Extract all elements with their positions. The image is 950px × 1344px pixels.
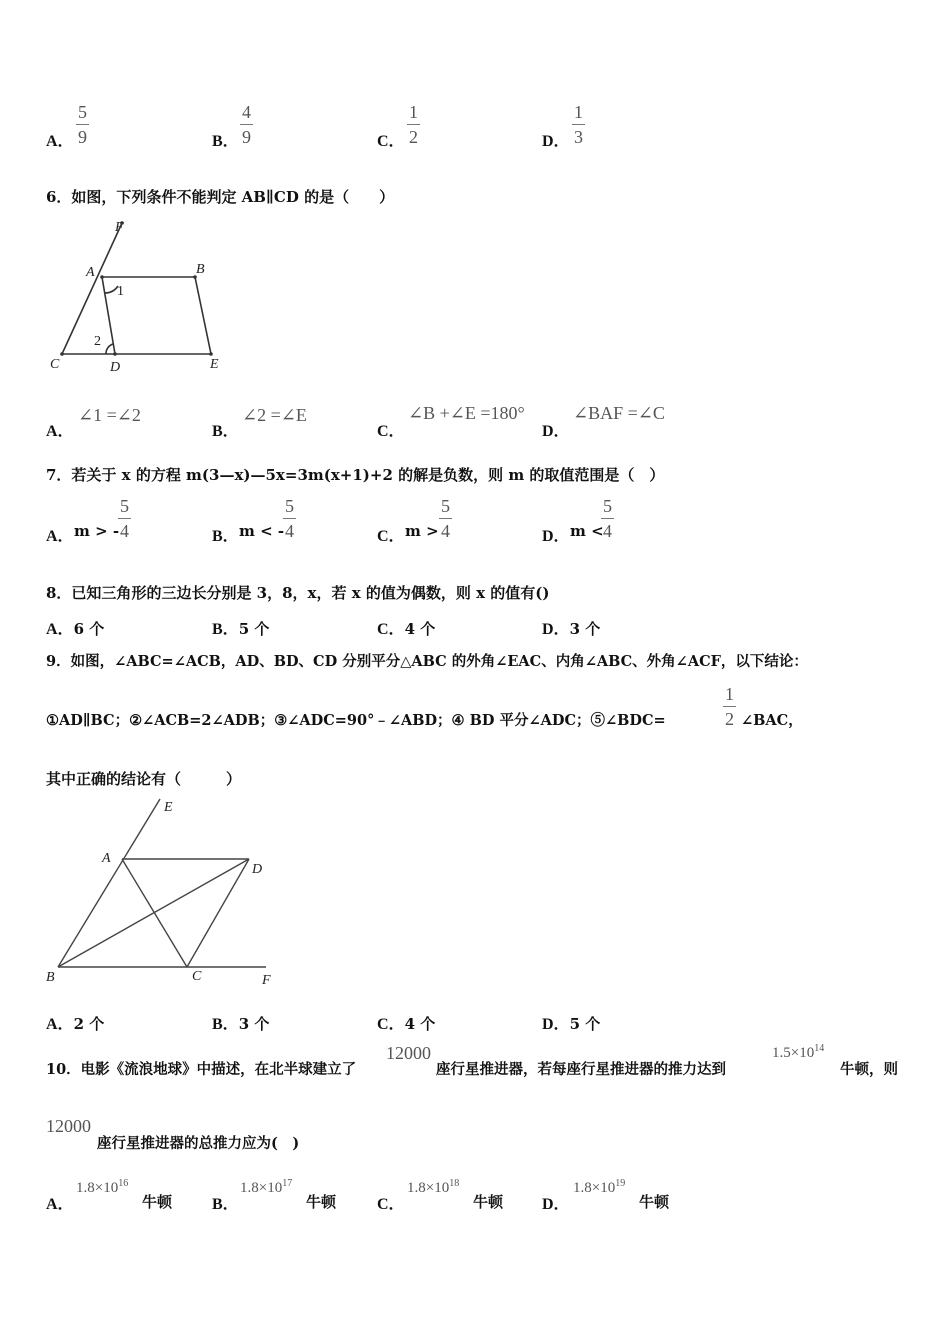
q10-option-b-label: B． [212, 1196, 239, 1213]
q10-stem-c: 牛顿，则 [840, 1061, 898, 1078]
q10-option-a-label: A． [46, 1196, 74, 1213]
q7-option-a-fraction: 5 4 [120, 496, 129, 541]
q5-option-d-fraction: 1 3 [574, 102, 583, 147]
q9-line-cd [187, 859, 249, 967]
q7-option-c-prefix: m > [405, 522, 439, 540]
q9-line-bd [58, 859, 249, 967]
q7-stem: 7．若关于 x 的方程 m(3—x)—5x=3m(x+1)+2 的解是负数，则 m 的取值范围是（ ） [46, 466, 665, 484]
q6-figure [40, 215, 240, 380]
q9-conclusion5-suffix: ∠BAC， [741, 712, 803, 729]
q10-option-c-label: C． [377, 1196, 405, 1213]
q6-angle-1: 1 [117, 284, 124, 299]
q7-option-d-fraction: 5 4 [603, 496, 612, 541]
q6-option-b-expr: ∠2 =∠E [242, 405, 307, 425]
q10-thrust: $1.5\times 10^{14}$ [772, 1043, 825, 1061]
q7-option-d-label: D． [542, 528, 570, 545]
q7-option-b-prefix: m < - [239, 522, 285, 540]
q10-option-c-unit: 牛顿 [473, 1193, 504, 1211]
q9-point-c: C [192, 969, 202, 984]
q9-question: 其中正确的结论有（ ） [46, 770, 242, 788]
q10-option-c-value: $1.8\times 10^{18}$ [407, 1178, 460, 1196]
q5-option-d-label: D． [542, 133, 570, 150]
q9-point-b: B [46, 970, 55, 985]
q10-count: 12000 [386, 1043, 431, 1063]
q5-option-c-label: C． [377, 133, 405, 150]
q7-option-a-prefix: m > - [74, 522, 120, 540]
q10-option-d-unit: 牛顿 [639, 1193, 670, 1211]
q5-option-b-fraction: 4 9 [242, 102, 251, 147]
q6-point-b: B [196, 262, 205, 277]
q6-option-d-expr: ∠BAF =∠C [573, 403, 665, 423]
q6-point-d: D [110, 360, 121, 375]
q9-point-e: E [164, 800, 173, 815]
q10-option-b-unit: 牛顿 [306, 1193, 337, 1211]
q8-option-a: A．6 个 [46, 620, 105, 638]
q10-option-a-unit: 牛顿 [142, 1193, 173, 1211]
q6-stem: 6．如图，下列条件不能判定 AB∥CD 的是（ ） [46, 188, 395, 206]
q6-option-c-label: C． [377, 423, 405, 440]
q8-option-d: D．3 个 [542, 620, 601, 638]
q7-option-c-label: C． [377, 528, 405, 545]
q9-point-a: A [102, 851, 111, 866]
q6-angle-2: 2 [94, 334, 101, 349]
q7-option-d-prefix: m < [570, 522, 604, 540]
q10-count-repeat: 12000 [46, 1116, 91, 1136]
q9-conclusions: ①AD∥BC；②∠ACB=2∠ADB；③∠ADC=90°﹣∠ABD；④ BD 平分∠ADC；⑤∠BDC= [46, 712, 666, 729]
q10-stem-b: 座行星推进器，若每座行星推进器的推力达到 [436, 1061, 726, 1078]
q6-point-c: C [50, 357, 60, 372]
q6-angle-2-arc [106, 344, 113, 354]
q6-option-c-expr: ∠B +∠E =180° [408, 403, 525, 423]
q6-option-d-label: D． [542, 423, 570, 440]
q10-option-d-label: D． [542, 1196, 570, 1213]
q9-option-a: A．2 个 [46, 1015, 105, 1033]
q10-stem-a: 10．电影《流浪地球》中描述，在北半球建立了 [46, 1061, 357, 1078]
q5-option-b-label: B． [212, 133, 239, 150]
q7-option-b-label: B． [212, 528, 239, 545]
q9-option-d: D．5 个 [542, 1015, 601, 1033]
q6-point-a: A [86, 265, 95, 280]
q8-option-b: B．5 个 [212, 620, 270, 638]
q5-option-a-label: A． [46, 133, 74, 150]
q10-option-d-value: $1.8\times 10^{19}$ [573, 1178, 626, 1196]
q7-option-a-label: A． [46, 528, 74, 545]
q10-option-a-value: $1.8\times 10^{16}$ [76, 1178, 129, 1196]
q9-point-d: D [252, 862, 263, 877]
q9-conclusion5-fraction: 1 2 [725, 684, 734, 729]
q9-option-b: B．3 个 [212, 1015, 270, 1033]
q7-option-c-fraction: 5 4 [441, 496, 450, 541]
q6-option-b-label: B． [212, 423, 239, 440]
q10-stem-d: 座行星推进器的总推力应为( ) [97, 1135, 300, 1152]
q6-point-f: F [115, 220, 124, 235]
q8-option-c: C．4 个 [377, 620, 436, 638]
q6-line-be [195, 277, 211, 354]
q6-point-e: E [210, 357, 219, 372]
q6-option-a-expr: ∠1 =∠2 [78, 405, 141, 425]
q9-stem: 9．如图，∠ABC=∠ACB，AD、BD、CD 分别平分△ABC 的外角∠EAC、内角∠ABC、外角∠ACF，以下结论： [46, 653, 808, 670]
q7-option-b-fraction: 5 4 [285, 496, 294, 541]
q5-option-a-fraction: 5 9 [78, 102, 87, 147]
q9-point-f: F [262, 973, 271, 988]
q6-option-a-label: A． [46, 423, 74, 440]
q9-line-be [58, 799, 160, 967]
q10-option-b-value: $1.8\times 10^{17}$ [240, 1178, 293, 1196]
q9-figure [40, 795, 280, 995]
q6-line-ad [102, 277, 115, 354]
q5-option-c-fraction: 1 2 [409, 102, 418, 147]
q9-option-c: C．4 个 [377, 1015, 436, 1033]
q6-line-fc [62, 223, 122, 354]
q8-stem: 8．已知三角形的三边长分别是 3，8，x，若 x 的值为偶数，则 x 的值有() [46, 584, 550, 602]
